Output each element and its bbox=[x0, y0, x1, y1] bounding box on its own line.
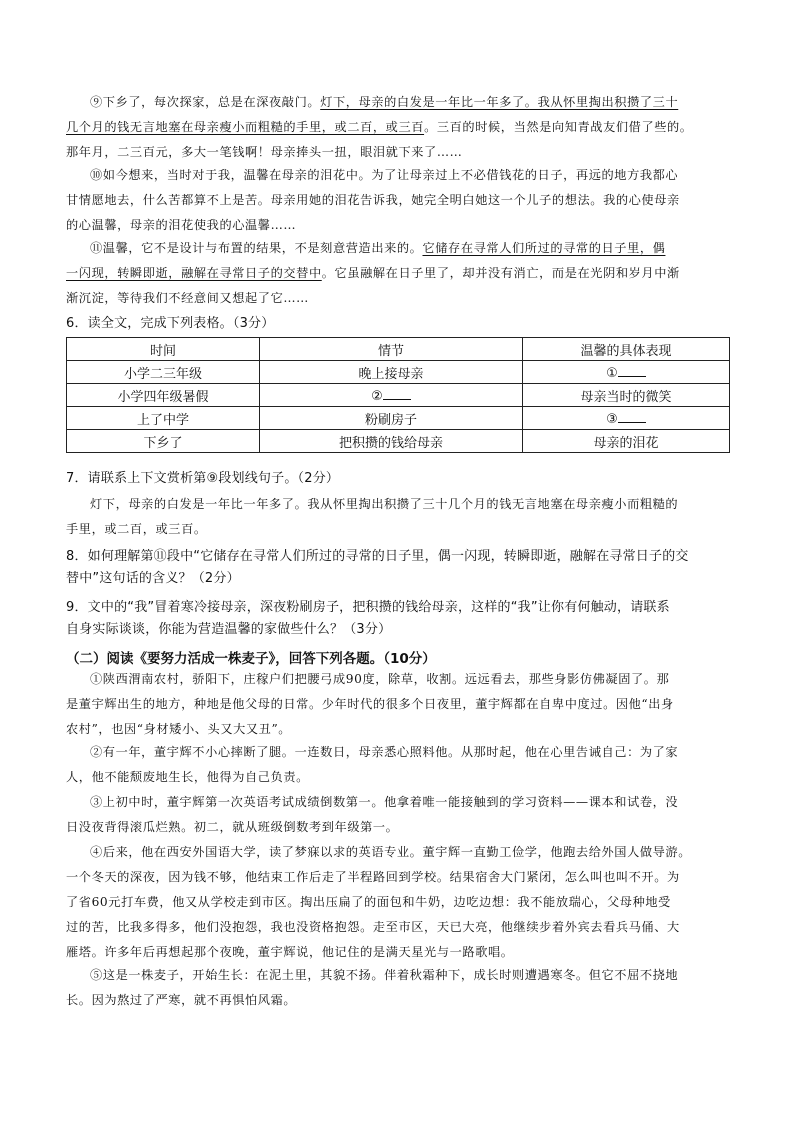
table-row bbox=[67, 430, 730, 453]
underlined-sentence: 灯下，母亲的白发是一年比一年多了。我从怀里掏出积攒了三十 bbox=[320, 95, 679, 109]
section-2-title: （二）阅读《要努力活成一株麦子》，回答下列各题。（10分） bbox=[66, 651, 436, 667]
table-row bbox=[67, 407, 730, 430]
table-cell: 把积攒的钱给母亲 bbox=[260, 430, 523, 453]
table-cell: 上了中学 bbox=[67, 407, 260, 430]
paragraph-10-line-3: 的心温馨，母亲的泪花使我的心温馨…… bbox=[66, 218, 297, 232]
table-header-cell: 时间 bbox=[67, 338, 260, 361]
paragraph-11-line-2: 一闪现，转瞬即逝，融解在寻常日子的交替中。它虽融解在日子里了，却并没有消亡，而是在光阴和岁月中渐 bbox=[66, 266, 680, 280]
paragraph-10-line-1: ⑩如今想来，当时对于我，温馨在母亲的泪花中。为了让母亲过上不必借钱花的日子，再远的地方我都心 bbox=[90, 168, 679, 182]
passage2-paragraph-1: ①陕西渭南农村，骄阳下，庄稼户们把腰弓成90度，除草，收割。远远看去，那些身影仿佛凝固了。那 是董宇辉出生的地方，种地是他父母的日常。少年时代的很多个日夜里，董宇辉都在自卑中度过。因他“出身 农村”，也因“身材矮小、头又大又丑”。 bbox=[66, 672, 674, 736]
passage2-paragraph-4: ④后来，他在西安外国语大学，读了梦寐以求的英语专业。董宇辉一直勤工俭学，他跑去给外国人做导游。 一个冬天的深夜，因为钱不够，他结束工作后走了半程路回到学校。结果宿舍大门紧闭，怎么叫也叫不开。为 了省60元打车费，他又从学校走到市区。掏出压扁了的面包和牛奶，边吃边想：我不能放瑞心，父母种地受 过的苦，比我多得多，他们没抱怨，我也没资格抱怨。走至市区，天已大亮，他继续步着外宾去看兵马俑、大 雁塔。许多年后再想起那个夜晚，董宇辉说，他记住的是满天星光与一路歌唱。 bbox=[66, 845, 692, 959]
paragraph-11 bbox=[66, 236, 730, 311]
paragraph-11-line-1: ⑪温馨，它不是设计与布置的结果，不是刻意营造出来的。它储存在寻常人们所过的寻常的日子里，偶 bbox=[90, 241, 666, 255]
table-header-cell: 温馨的具体表现 bbox=[523, 338, 730, 361]
question-6-table bbox=[66, 337, 730, 453]
question-9: 9．文中的“我”冒着寒冷接母亲，深夜粉刷房子，把积攒的钱给母亲，这样的“我”让你有何触动，请联系 自身实际谈谈，你能为营造温馨的家做些什么？（3分） bbox=[66, 600, 670, 637]
question-7-title: 7．请联系上下文赏析第⑨段划线句子。（2分） bbox=[66, 471, 340, 486]
paragraph-9 bbox=[66, 90, 730, 165]
answer-blank-3[interactable]: ③ bbox=[523, 407, 730, 430]
table-cell: 小学二三年级 bbox=[67, 361, 260, 384]
paragraph-10-line-2: 甘情愿地去，什么苦都算不上是苦。母亲用她的泪花告诉我，她完全明白她这一个儿子的想法。我的心使母亲 bbox=[66, 193, 680, 207]
table-row bbox=[67, 361, 730, 384]
table-cell: 母亲当时的微笑 bbox=[523, 384, 730, 407]
table-cell: 下乡了 bbox=[67, 430, 260, 453]
answer-blank-2[interactable]: ② bbox=[260, 384, 523, 407]
passage2-paragraph-2: ②有一年，董宇辉不小心摔断了腿。一连数日，母亲悉心照料他。从那时起，他在心里告诫自己：为了家 人，他不能颓废地生长，他得为自己负责。 bbox=[66, 745, 679, 784]
paragraph-10 bbox=[66, 163, 730, 238]
table-row bbox=[67, 384, 730, 407]
passage2-paragraph-3: ③上初中时，董宇辉第一次英语考试成绩倒数第一。他拿着唯一能接触到的学习资料——课本和试卷，没 日没夜背得滚瓜烂熟。初二，就从班级倒数考到年级第一。 bbox=[66, 795, 679, 834]
table-cell: 母亲的泪花 bbox=[523, 430, 730, 453]
table-header-row bbox=[67, 338, 730, 361]
passage2-paragraph-5: ⑤这是一株麦子，开始生长：在泥土里，其貌不扬。伴着秋霜种下，成长时则遭遇寒冬。但它不屈不挠地 长。因为熬过了严寒，就不再惧怕风霜。 bbox=[66, 968, 679, 1007]
table-cell: 小学四年级暑假 bbox=[67, 384, 260, 407]
question-6-title: 6．读全文，完成下列表格。（3分） bbox=[66, 316, 275, 331]
paragraph-9-line-3: 那年月，二三百元，多大一笔钱啊！母亲捧头一扭，眼泪就下来了…… bbox=[66, 145, 463, 159]
underlined-sentence: 它储存在寻常人们所过的寻常的日子里，偶 bbox=[422, 241, 666, 255]
paragraph-9-line-2: 几个月的钱无言地塞在母亲瘦小而粗糙的手里，或二百，或三百。三百的时候，当然是向知青战友们借了些的。 bbox=[66, 120, 693, 134]
question-8: 8．如何理解第⑪段中“它储存在寻常人们所过的寻常的日子里，偶一闪现，转瞬即逝，融解在寻常日子的交 替中”这句话的含义？（2分） bbox=[66, 549, 689, 586]
underlined-sentence: 几个月的钱无言地塞在母亲瘦小而粗糙的手里，或二百，或三百 bbox=[66, 120, 425, 134]
answer-blank-1[interactable]: ① bbox=[523, 361, 730, 384]
table-header-cell: 情节 bbox=[260, 338, 523, 361]
table-cell: 晚上接母亲 bbox=[260, 361, 523, 384]
table-cell: 粉刷房子 bbox=[260, 407, 523, 430]
underlined-sentence: 一闪现，转瞬即逝，融解在寻常日子的交替中 bbox=[66, 266, 322, 280]
question-7-quote: 灯下，母亲的白发是一年比一年多了。我从怀里掏出积攒了三十几个月的钱无言地塞在母亲瘦小而粗糙的 手里，或二百，或三百。 bbox=[66, 497, 679, 536]
paragraph-11-line-3: 渐沉淀，等待我们不经意间又想起了它…… bbox=[66, 291, 309, 305]
paragraph-9-line-1: ⑨下乡了，每次探家，总是在深夜敲门。灯下，母亲的白发是一年比一年多了。我从怀里掏出积攒了三十 bbox=[90, 95, 679, 109]
